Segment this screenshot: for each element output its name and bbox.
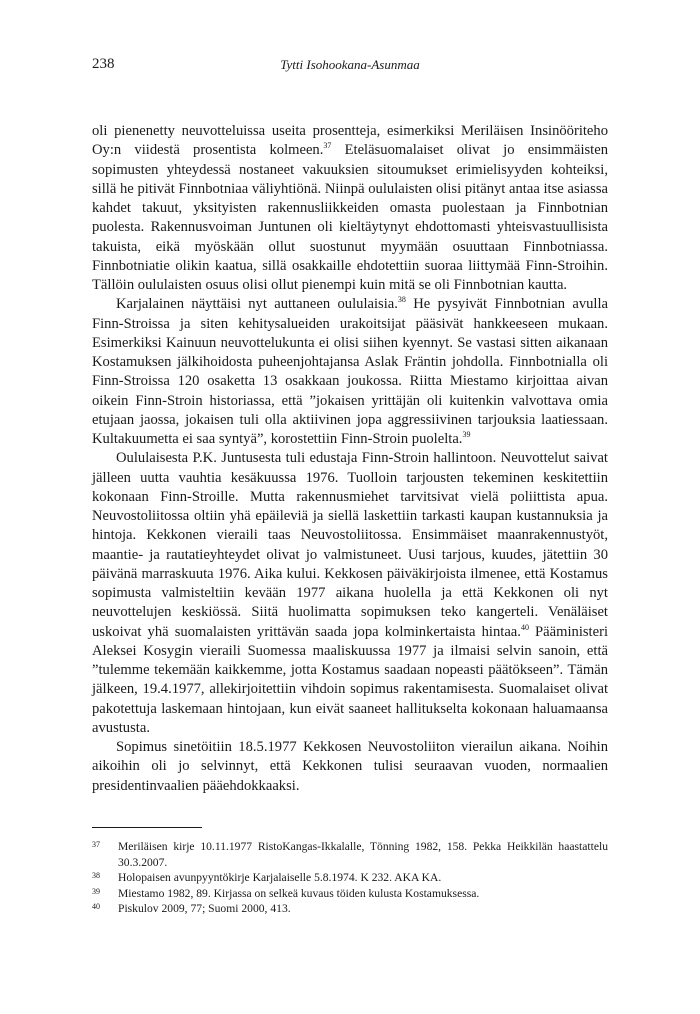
- footnote-text: Meriläisen kirje 10.11.1977 RistoKangas-Ikkalalle, Tönning 1982, 158. Pekka Heikkilän haastattelu 30.3.2007.: [118, 840, 608, 869]
- running-head: [92, 56, 608, 76]
- footnote-37: [92, 839, 608, 870]
- footnote-number: 39: [92, 886, 100, 896]
- paragraph-3: [92, 449, 608, 738]
- paragraph-1-text-b: Eteläsuomalaiset olivat jo ensimmäisten sopimusten yhteydessä nostaneet vakuuksien sitoumukset erimielisyyden kohteiksi, sillä he pitivät Finnbotniaa väliyhtiönä. Niinpä oululaisten olisi pitänyt antaa itse asiassa kahdet takuut, yksityisten rakennusliikkeiden omasta puolestaan ja Finnbotnian puolesta. Rakennusvoiman Juntunen oli kieltäytynyt ehdottomasti yhteisvastuullisista takuista, eikä myöskään ollut suostunut myymään osuuttaan Finnbotniassa. Finnbotniatie olikin kaatua, sillä osakkaille ehdotettiin suoraa liittymää Finn-Stroihin. Tällöin oululaisten osuus olisi ollut pienempi kuin mitä se oli Finnbotnian kautta.: [92, 142, 609, 293]
- paragraph-3-text-b: Pääministeri Aleksei Kosygin vieraili Suomessa maaliskuussa 1977 ja ilmaisi selvin sanoin, että ”tulemme tekemään kaikkemme, jotta Kostamus saadaan nopeasti päätökseen”. Tämän jälkeen, 19.4.1977, allekirjoitettiin vihdoin sopimus rakentamisesta. Suomalaiset olivat pakotettuja laskemaan hintojaan, kun eivät saaneet hallitukselta kokonaan haluamaansa avustusta.: [92, 623, 608, 736]
- footnote-text: Piskulov 2009, 77; Suomi 2000, 413.: [118, 902, 291, 915]
- footnote-number: 37: [92, 840, 100, 849]
- paragraph-3-text-a: Oululaisesta P.K. Juntusesta tuli edustaja Finn-Stroin hallintoon. Neuvottelut saivat jälleen uutta vauhtia kesäkuussa 1976. Tuolloin tarjousten tekeminen keskitettiin kokonaan Finn-Stroille. Mutta rakennusmiehet tarvitsivat vielä poliittista apua. Neuvostoliitossa oltiin yhä epäileviä ja siellä laskettiin tarkasti kaupan kustannuksia ja hintoja. Kekkonen vieraili taas Neuvostoliitossa. Ensimmäiset maanrakennustyöt, maantie- ja rautatieyhteydet olivat jo valmistuneet. Uusi tarjous, kuudes, jätettiin 30 päivänä marraskuuta 1976. Aika kului. Kekkosen päiväkirjoista ilmenee, että Kostamus sopimusta valmisteltiin kevään 1977 aikana huolella ja että Kekkonen oli nyt neuvottelujen keskiössä. Siitä huolimatta sopimuksen teko kangerteli. Venäläiset uskoivat yhä suomalaisten yrittävän saada jopa kolminkertaista hintaa.: [92, 450, 608, 640]
- footnote-number: 40: [92, 902, 100, 911]
- footnote-38: [92, 870, 608, 886]
- footnote-text: Holopaisen avunpyyntökirje Karjalaiselle 5.8.1974. K 232. AKA KA.: [118, 871, 442, 884]
- running-title: Tytti Isohookana-Asunmaa: [280, 57, 420, 72]
- footnote-40: [92, 901, 608, 917]
- footnote-39: [92, 886, 608, 902]
- paragraph-2-text-a: Karjalainen näyttäisi nyt auttaneen oululaisia.: [116, 296, 398, 313]
- paragraph-2: [92, 295, 608, 449]
- paragraph-1-text-a: oli pienenetty neuvotteluissa useita prosentteja, esimerkiksi Meriläisen Insinööriteho Oy:n viidestä prosentista kolmeen.: [92, 123, 608, 159]
- footnote-ref-37: 37: [323, 141, 332, 151]
- footnote-divider: [92, 827, 202, 828]
- body-text: [92, 122, 608, 796]
- page-number: 238: [92, 56, 115, 72]
- paragraph-4: Sopimus sinetöitiin 18.5.1977 Kekkosen Neuvostoliiton vierailun aikana. Noihin aikoihin oli jo selvinnyt, että Kekkonen tulisi seuraavan vuoden, normaalien presidentinvaalien pääehdokkaaksi.: [92, 739, 608, 794]
- footnote-number: 38: [92, 871, 100, 880]
- footnote-ref-39: 39: [462, 430, 471, 440]
- footnote-ref-38: 38: [397, 295, 406, 305]
- footnotes: [92, 839, 608, 917]
- footnote-ref-40: 40: [520, 622, 529, 632]
- paragraph-1: [92, 122, 608, 295]
- paragraph-2-text-b: He pysyivät Finnbotnian avulla Finn-Stroissa ja siten kehitysalueiden urakoitsijat pääsivät hankkeeseen mukaan. Esimerkiksi Kainuun neuvottelukunta ei olisi siihen kyennyt. Se vastasi sitten aikanaan Kostamuksen jälkihoidosta puheenjohtajansa Aslak Fräntin johdolla. Finnbotnialla oli Finn-Stroissa 120 osaketta 13 osakkaan joukossa. Riitta Miestamo kirjoittaa aivan oikein Finn-Stroin historiassa, että ”jokaisen yrittäjän oli kuitenkin valvottava omia etujaan jaossa, jokaisen tuli olla aktiivinen jopa aggressiivinen tarjouksia laatiessaan. Kultakuumetta ei saa syntyä”, korostettiin Finn-Stroin puolelta.: [92, 296, 609, 447]
- footnote-text: Miestamo 1982, 89. Kirjassa on selkeä kuvaus töiden kulusta Kostamuksessa.: [118, 886, 480, 900]
